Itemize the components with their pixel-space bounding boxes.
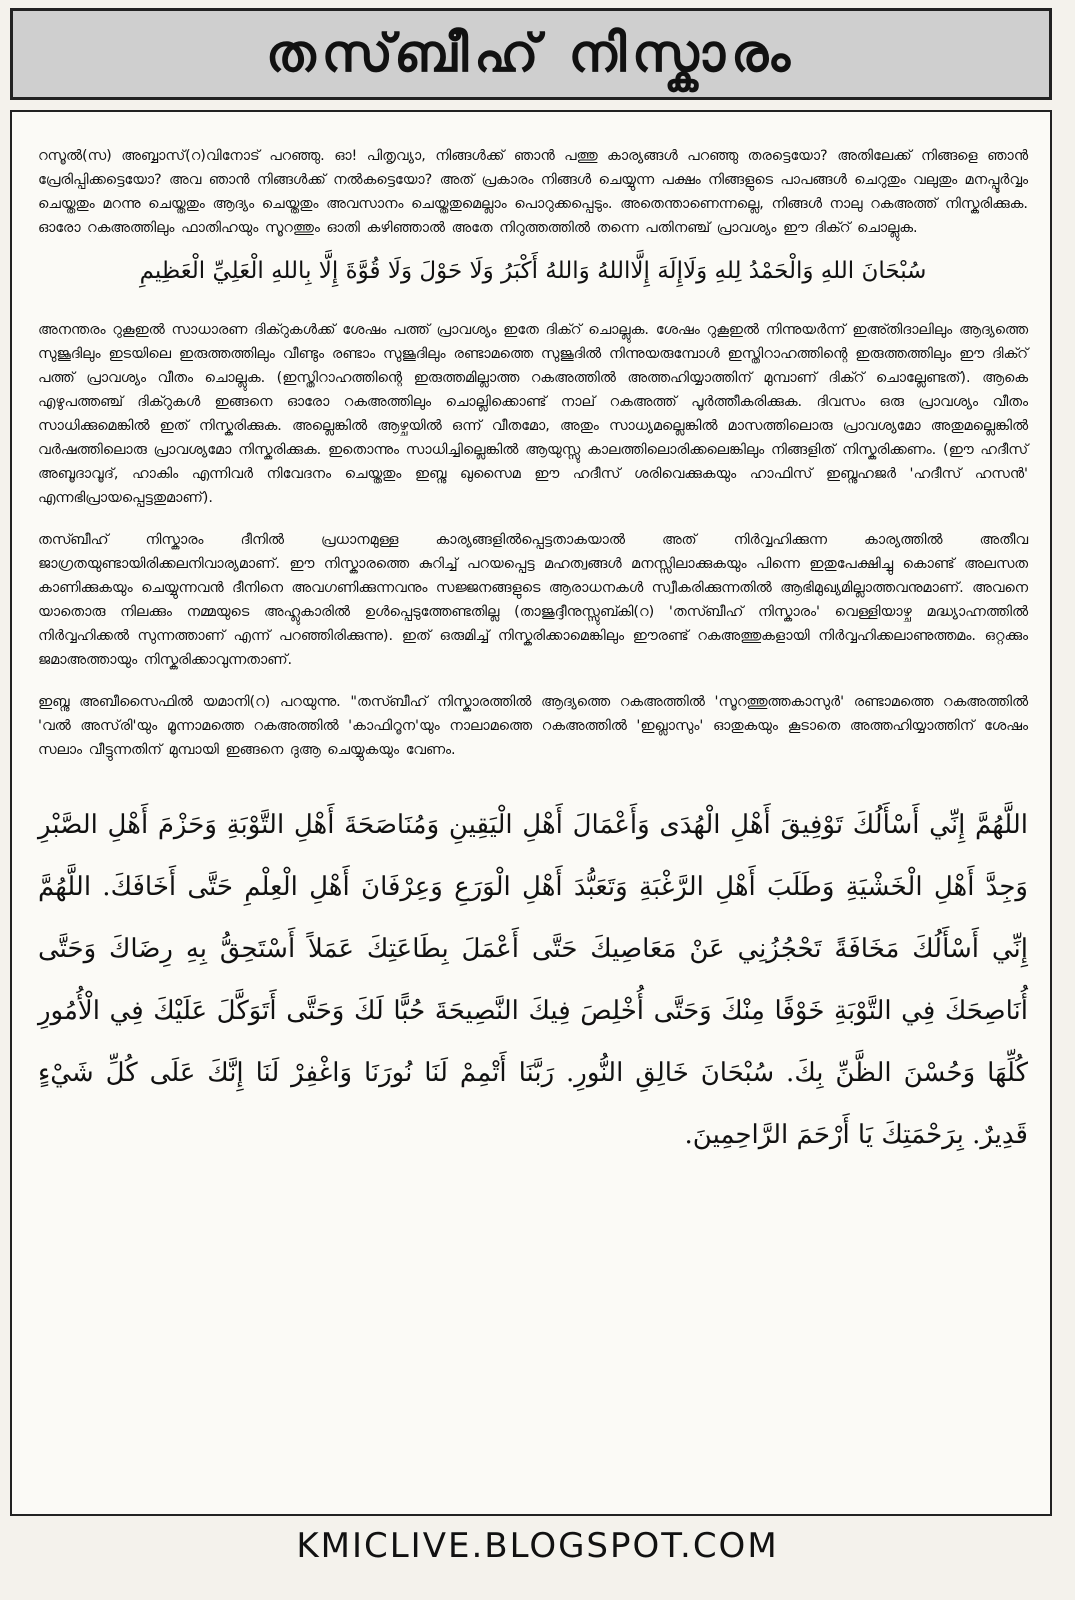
- paragraph-intro: റസൂൽ(സ) അബ്ബാസ്(റ)വിനോട് പറഞ്ഞു. ഓ! പിതൃവ്യാ, നിങ്ങൾക്ക് ഞാൻ പത്തു കാര്യങ്ങൾ പറഞ്ഞു തരട്ടെയോ? അതിലേക്ക് നിങ്ങളെ ഞാൻ പ്രേരിപ്പിക്കട്ടെയോ? അവ ഞാൻ നിങ്ങൾക്ക് നൽകട്ടെയോ? അത് പ്രകാരം നിങ്ങൾ ചെയ്യുന്ന പക്ഷം നിങ്ങളുടെ പാപങ്ങൾ ചെറുതും വലുതും മനപ്പൂർവ്വം ചെയ്തതും മറന്നു ചെയ്തതും ആദ്യം ചെയ്തതും അവസാനം ചെയ്തതുമെല്ലാം പൊറുക്കപ്പെടും. അതെന്താണെന്നല്ലെ, നിങ്ങൾ നാലു റകഅത്ത് നിസ്കരിക്കുക. ഓരോ റകഅത്തിലും ഫാതിഹയും സൂറത്തും ഓതി കഴിഞ്ഞാൽ അതേ നിറുത്തത്തിൽ തന്നെ പതിനഞ്ച് പ്രാവശ്യം ഈ ദിക്റ് ചൊല്ലുക.: [38, 148, 1028, 236]
- title-banner: [10, 8, 1052, 100]
- dua-arabic: اللَّهُمَّ إِنِّي أَسْأَلُكَ تَوْفِيقَ أَهْلِ الْهُدَى وَأَعْمَالَ أَهْلِ الْيَقِينِ وَمُنَاصَحَةَ أَهْلِ التَّوْبَةِ وَحَزْمَ أَهْلِ الصَّبْرِ وَجِدَّ أَهْلِ الْخَشْيَةِ وَطَلَبَ أَهْلِ الرَّغْبَةِ وَتَعَبُّدَ أَهْلِ الْوَرَعِ وَعِرْفَانَ أَهْلِ الْعِلْمِ حَتَّى أَخَافَكَ. اللَّهُمَّ إِنِّي أَسْأَلُكَ مَخَافَةً تَحْجُزُنِي عَنْ مَعَاصِيكَ حَتَّى أَعْمَلَ بِطَاعَتِكَ عَمَلاً أَسْتَحِقُّ بِهِ رِضَاكَ وَحَتَّى أُنَاصِحَكَ فِي التَّوْبَةِ خَوْفًا مِنْكَ وَحَتَّى أُخْلِصَ فِيكَ النَّصِيحَةَ حُبًّا لَكَ وَحَتَّى أَتَوَكَّلَ عَلَيْكَ فِي الْأُمُورِ كُلِّهَا وَحُسْنَ الظَّنِّ بِكَ. سُبْحَانَ خَالِقِ النُّورِ. رَبَّنَا أَتْمِمْ لَنَا نُورَنَا وَاغْفِرْ لَنَا إِنَّكَ عَلَى كُلِّ شَيْءٍ قَدِيرٌ. بِرَحْمَتِكَ يَا أَرْحَمَ الرَّاحِمِينَ.: [38, 810, 1028, 1150]
- paragraph-importance: തസ്ബീഹ് നിസ്കാരം ദീനിൽ പ്രധാനമുള്ള കാര്യങ്ങളിൽപ്പെട്ടതാകയാൽ അത് നിർവ്വഹിക്കുന്ന കാര്യത്തിൽ അതീവ ജാഗ്രതയുണ്ടായിരിക്കലനിവാര്യമാണ്. ഈ നിസ്കാരത്തെ കുറിച്ച് പറയപ്പെട്ട മഹത്വങ്ങൾ മനസ്സിലാക്കുകയും പിന്നെ ഇതുപേക്ഷിച്ചു കൊണ്ട് അലസത കാണിക്കുകയും ചെയ്യുന്നവൻ ദീനിനെ അവഗണിക്കുന്നവനും സജ്ജനങ്ങളുടെ ആരാധനകൾ സ്വീകരിക്കുന്നതിൽ ആഭിമുഖ്യമില്ലാത്തവനുമാണ്. അവനെ യാതൊരു നിലക്കും നമ്മയുടെ അഹ്ലുകാരിൽ ഉൾപ്പെടുത്തേണ്ടതില്ല (താജുദ്ദീനുസ്സുബ്കി(റ) 'തസ്ബീഹ് നിസ്കാരം' വെള്ളിയാഴ്ച മദ്ധ്യാഹ്നത്തിൽ നിർവ്വഹിക്കൽ സുന്നത്താണ് എന്ന് പറഞ്ഞിരിക്കുന്നു). ഇത് ഒരുമിച്ച് നിസ്കരിക്കാമെങ്കിലും ഈരണ്ട് റകഅത്തുകളായി നിർവ്വഹിക്കലാണുത്തമം. ഒറ്റക്കും ജമാഅത്തായും നിസ്കരിക്കാവുന്നതാണ്.: [38, 532, 1028, 668]
- paragraph-surahs: ഇബ്നു അബീസൈഫിൽ യമാനി(റ) പറയുന്നു. "തസ്ബീഹ് നിസ്കാരത്തിൽ ആദ്യത്തെ റകഅത്തിൽ 'സൂറത്തുത്തകാസുർ' രണ്ടാമത്തെ റകഅത്തിൽ 'വൽ അസ്‌രി'യും മൂന്നാമത്തെ റകഅത്തിൽ 'കാഫിറൂന'യും നാലാമത്തെ റകഅത്തിൽ 'ഇഖ്ലാസും' ഓതുകയും കൂടാതെ അത്തഹിയ്യാത്തിന് ശേഷം സലാം വീട്ടുന്നതിന് മുമ്പായി ഇങ്ങനെ ദുആ ചെയ്യുകയും വേണം.: [38, 694, 1028, 758]
- content-frame: [10, 110, 1052, 1516]
- blog-url: KMICLIVE.BLOGSPOT.COM: [296, 1526, 779, 1566]
- page-title: തസ്ബീഹ് നിസ്കാരം: [266, 23, 796, 84]
- dhikr-arabic: سُبْحَانَ اللهِ وَالْحَمْدُ لِلهِ وَلَاإِلَهَ إِلَّااللهُ وَاللهُ أَكْبَرُ وَلَا حَوْلَ وَلَا قُوَّةَ إِلَّا بِاللهِ الْعَلِيِّ الْعَظِيمِ: [139, 258, 927, 284]
- article-body: [38, 144, 1028, 1166]
- paragraph-method: അനന്തരം റുകൂഇൽ സാധാരണ ദിക്റുകൾക്ക് ശേഷം പത്ത് പ്രാവശ്യം ഇതേ ദിക്റ് ചൊല്ലുക. ശേഷം റുകൂഇൽ നിന്നുയർന്ന് ഇഅ്തിദാലിലും ആദ്യത്തെ സുജൂദിലും ഇടയിലെ ഇരുത്തത്തിലും വീണ്ടും രണ്ടാം സുജൂദിലും രണ്ടാമത്തെ സുജൂദിൽ നിന്നുയരുമ്പോൾ ഇസ്തിറാഹത്തിന്റെ ഇരുത്തത്തിലും ഈ ദിക്റ് പത്ത് പ്രാവശ്യം വീതം ചൊല്ലുക. (ഇസ്തിറാഹത്തിന്റെ ഇരുത്തമില്ലാത്ത റകഅത്തിൽ അത്തഹിയ്യാത്തിന് മുമ്പാണ് ദിക്റ് ചൊല്ലേണ്ടത്). ആകെ എഴുപത്തഞ്ച് ദിക്റുകൾ ഇങ്ങനെ ഓരോ റകഅത്തിലും ചൊല്ലിക്കൊണ്ട് നാല് റകഅത്ത് പൂർത്തീകരിക്കുക. ദിവസം ഒരു പ്രാവശ്യം വീതം സാധിക്കുമെങ്കിൽ ഇത് നിസ്കരിക്കുക. അല്ലെങ്കിൽ ആഴ്ചയിൽ ഒന്ന് വീതമോ, അതും സാധ്യമല്ലെങ്കിൽ മാസത്തിലൊരു പ്രാവശ്യമോ അതുമല്ലെങ്കിൽ വർഷത്തിലൊരു പ്രാവശ്യമോ നിസ്കരിക്കുക. ഇതൊന്നും സാധിച്ചില്ലെങ്കിൽ ആയുസ്സു കാലത്തിലൊരിക്കലെങ്കിലും നിങ്ങളിത് നിസ്കരിക്കണം. (ഈ ഹദീസ് അബൂദാവൂദ്, ഹാകിം എന്നിവർ നിവേദനം ചെയ്തതും ഇബ്നു ഖുസൈമ ഈ ഹദീസ് ശരിവെക്കുകയും ഹാഫിസ് ഇബ്നുഹജർ 'ഹദീസ് ഹസൻ' എന്നഭിപ്രായപ്പെട്ടതുമാണ്).: [38, 322, 1028, 506]
